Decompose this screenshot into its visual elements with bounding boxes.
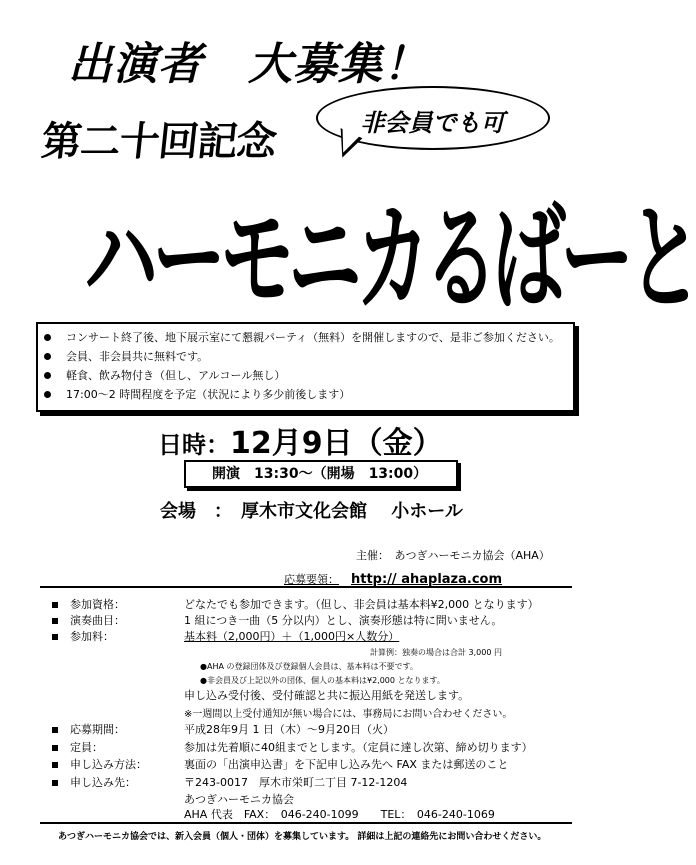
bubble-text: 非会員でも可 [360, 109, 505, 137]
note-text: 17:00～2 時間程度を予定（状況により多少前後します） [66, 388, 351, 401]
event-date: 12月9日（金） [230, 426, 443, 461]
bullet-icon [44, 372, 51, 379]
square-bullet-icon [52, 780, 58, 786]
notes-box [36, 322, 575, 412]
note-item [38, 385, 573, 404]
detail-label-address: 申し込み先： [52, 775, 136, 791]
contact-org: あつぎハーモニカ協会 [184, 793, 294, 806]
start-time-box [184, 460, 458, 488]
event-datetime [158, 418, 443, 462]
detail-label-fee: 参加料： [52, 629, 114, 645]
notice-note: ※一週間以上受付通知が無い場合には、事務局にお問い合わせください。 [184, 709, 513, 720]
detail-value-period: 平成28年9月 1 日（木）～9月20日（火） [184, 723, 394, 736]
venue: 会場 ： 厚木市文化会館 小ホール [160, 501, 463, 522]
bullet-icon [44, 334, 51, 341]
note-text: 会員、非会員共に無料です。 [66, 350, 209, 363]
footer-text: あつぎハーモニカ協会では、新入会員（個人・団体）を募集しています。 詳細は上記の連絡先にお問い合わせください。 [58, 832, 547, 842]
detail-label-method: 申し込み方法： [52, 757, 147, 773]
detail-label-eligibility: 参加資格： [52, 597, 125, 613]
bullet-icon [44, 391, 51, 398]
footer-divider [40, 822, 572, 824]
fee-note-aha: ●AHA の登録団体及び登録個人会員は、基本料は不要です。 [200, 662, 418, 671]
note-item [38, 347, 573, 366]
main-title: ハーモニカるばーと [84, 192, 696, 327]
square-bullet-icon [52, 745, 58, 751]
main-title-block [84, 168, 696, 327]
application-label: 応募要領： [284, 573, 339, 586]
square-bullet-icon [52, 634, 58, 640]
square-bullet-icon [52, 727, 58, 733]
detail-value-songs: 1 組につき一曲（5 分以内）とし、演奏形態は特に問いません。 [184, 614, 503, 627]
square-bullet-icon [52, 602, 58, 608]
detail-value-capacity: 参加は先着順に40組までとします。（定員に達し次第、締め切ります） [184, 741, 533, 754]
fee-calc-example: 計算例：独奏の場合は合計 3,000 円 [370, 648, 502, 657]
divider [40, 586, 572, 588]
square-bullet-icon [52, 618, 58, 624]
start-time: 開演 13:30～（開場 13:00） [212, 466, 428, 482]
note-item [38, 366, 573, 385]
fee-note-nonmember: ●非会員及び上記以外の団体、個人の基本料は¥2,000 となります。 [200, 676, 445, 685]
headline: 出演者 大募集！ [68, 39, 428, 90]
application-url-row [284, 568, 502, 587]
application-url[interactable]: http:// ahaplaza.com [351, 572, 503, 587]
anniversary-label: 第二十回記念 [39, 119, 279, 165]
detail-value-eligibility: どなたでも参加できます。（但し、非会員は基本料¥2,000 となります） [184, 598, 539, 611]
square-bullet-icon [52, 762, 58, 768]
bullet-icon [44, 353, 51, 360]
organizer: 主催： あつぎハーモニカ協会（AHA） [356, 549, 550, 562]
detail-value-address: 〒243-0017 厚木市栄町二丁目 7-12-1204 [184, 776, 408, 789]
detail-label-capacity: 定員： [52, 740, 103, 756]
contact-phone: AHA 代表 FAX： 046-240-1099 TEL： 046-240-1069 [184, 808, 495, 821]
detail-value-fee: 基本料（2,000円）＋（1,000円×人数分） [184, 630, 400, 643]
note-text: コンサート終了後、地下展示室にて懇親パーティ（無料）を開催しますので、是非ご参加ください。 [66, 331, 560, 344]
note-item [38, 328, 573, 347]
detail-label-songs: 演奏曲目： [52, 613, 125, 629]
detail-value-method: 裏面の「出演申込書」を下記申し込み先へ FAX または郵送のこと [184, 758, 509, 771]
confirm-note: 申し込み受付後、受付確認と共に振込用紙を発送します。 [184, 689, 470, 702]
note-text: 軽食、飲み物付き（但し、アルコール無し） [66, 369, 286, 382]
detail-label-period: 応募期間： [52, 722, 125, 738]
datetime-label: 日時： [158, 431, 230, 459]
